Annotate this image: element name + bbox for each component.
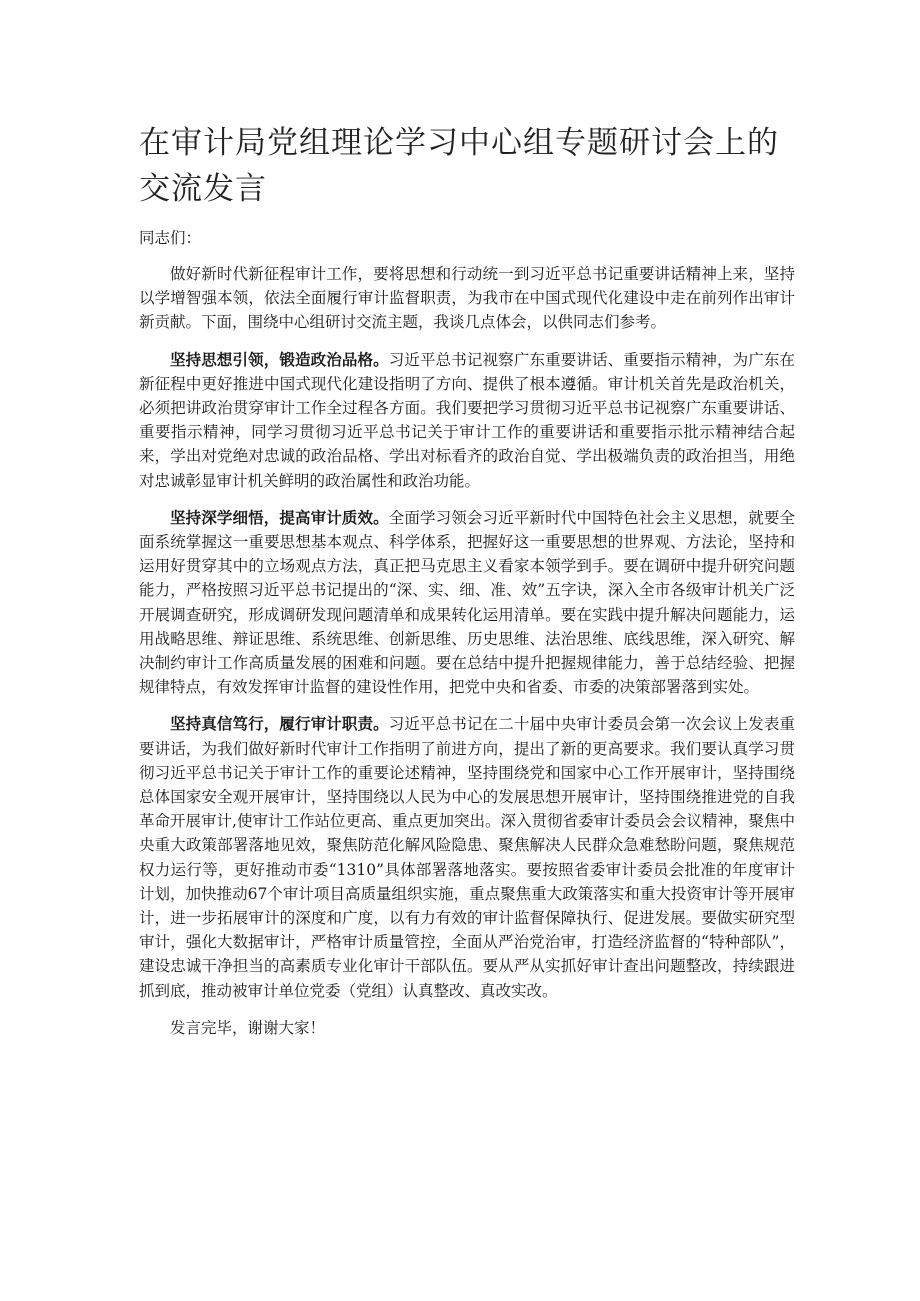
section-heading-3: 坚持真信笃行，履行审计职责。 xyxy=(170,715,389,734)
document-page xyxy=(139,120,795,1040)
section-body-3: 习近平总书记在二十届中央审计委员会第一次会议上发表重要讲话，为我们做好新时代审计工作指明了前进方向，提出了新的更高要求。我们要认真学习贯彻习近平总书记关于审计工作的重要论述精神，坚持围绕党和国家中心工作开展审计，坚持围绕总体国家安全观开展审计，坚持围绕以人民为中心的发展思想开展审计，坚持围绕推进党的自我革命开展审计,使审计工作站位更高、重点更加突出。深入贯彻省委审计委员会会议精神，聚焦中央重大政策部署落地见效，聚焦防范化解风险隐患、聚焦解决人民群众急难愁盼问题，聚焦规范权力运行等，更好推动市委“1310”具体部署落地落实。要按照省委审计委员会批准的年度审计计划，加快推动67个审计项目高质量组织实施，重点聚焦重大政策落实和重大投资审计等开展审计，进一步拓展审计的深度和广度，以有力有效的审计监督保障执行、促进发展。要做实研究型审计，强化大数据审计，严格审计质量管控，全面从严治党治审，打造经济监督的“特种部队”，建设忠诚干净担当的高素质专业化审计干部队伍。要从严从实抓好审计查出问题整改，持续跟进抓到底，推动被审计单位党委（党组）认真整改、真改实改。 xyxy=(139,715,795,1000)
document-title: 在审计局党组理论学习中心组专题研讨会上的交流发言 xyxy=(139,125,779,207)
section-paragraph-1 xyxy=(139,348,795,493)
section-paragraph-3 xyxy=(139,712,795,1002)
greeting: 同志们： xyxy=(139,229,202,247)
closing-remark: 发言完毕，谢谢大家！ xyxy=(170,1018,326,1037)
section-heading-1: 坚持思想引领，锻造政治品格。 xyxy=(170,350,389,369)
section-body-2: 全面学习领会习近平新时代中国特色社会主义思想，就要全面系统掌握这一重要思想基本观点、科学体系，把握好这一重要思想的世界观、方法论，坚持和运用好贯穿其中的立场观点方法，真正把马克思主义看家本领学到手。要在调研中提升研究问题能力，严格按照习近平总书记提出的“深、实、细、准、效”五字诀，深入全市各级审计机关广泛开展调查研究，形成调研发现问题清单和成果转化运用清单。要在实践中提升解决问题能力，运用战略思维、辩证思维、系统思维、创新思维、历史思维、法治思维、底线思维，深入研究、解决制约审计工作高质量发展的困难和问题。要在总结中提升把握规律能力，善于总结经验、把握规律特点，有效发挥审计监督的建设性作用，把党中央和省委、市委的决策部署落到实处。 xyxy=(139,508,795,697)
section-paragraph-2 xyxy=(139,506,795,700)
section-body-1: 习近平总书记视察广东重要讲话、重要指示精神，为广东在新征程中更好推进中国式现代化建设指明了方向、提供了根本遵循。审计机关首先是政治机关，必须把讲政治贯穿审计工作全过程各方面。我们要把学习贯彻习近平总书记视察广东重要讲话、重要指示精神，同学习贯彻习近平总书记关于审计工作的重要讲话和重要指示批示精神结合起来，学出对党绝对忠诚的政治品格、学出对标看齐的政治自觉、学出极端负责的政治担当，用绝对忠诚彰显审计机关鲜明的政治属性和政治功能。 xyxy=(139,350,795,490)
intro-paragraph: 做好新时代新征程审计工作，要将思想和行动统一到习近平总书记重要讲话精神上来，坚持以学增智强本领，依法全面履行审计监督职责，为我市在中国式现代化建设中走在前列作出审计新贡献。下面，围绕中心组研讨交流主题，我谈几点体会，以供同志们参考。 xyxy=(139,265,795,332)
section-heading-2: 坚持深学细悟，提高审计质效。 xyxy=(170,508,389,527)
